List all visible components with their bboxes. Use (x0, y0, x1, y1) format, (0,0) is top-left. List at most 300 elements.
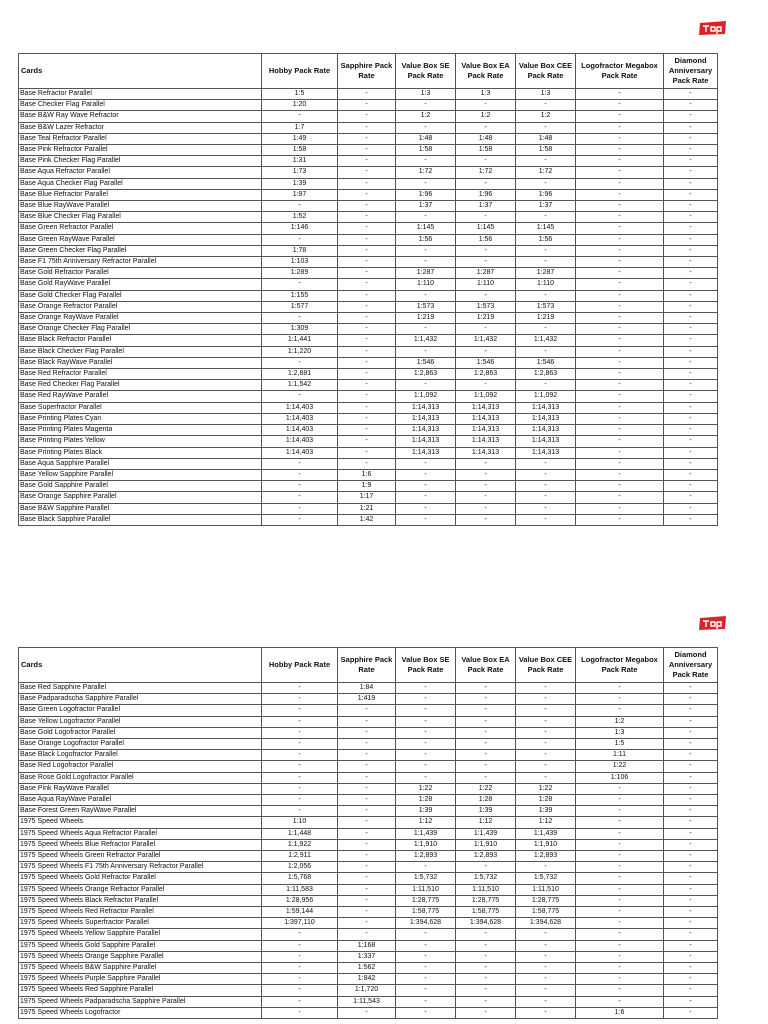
header-logofractor-megabox: Logofractor Megabox Pack Rate (576, 648, 664, 683)
table-row (19, 974, 718, 985)
pack-rate-cell: 1:155 (262, 290, 338, 301)
pack-rate-cell: 1:73 (262, 167, 338, 178)
card-name-cell: Base Refractor Parallel (19, 89, 262, 100)
pack-rate-cell: 1:110 (456, 279, 516, 290)
pack-rate-cell: 1:20 (262, 100, 338, 111)
pack-rate-cell: - (576, 503, 664, 514)
table-row (19, 996, 718, 1007)
pack-rate-cell: - (664, 469, 718, 480)
pack-rate-cell: 1:6 (576, 1007, 664, 1018)
card-name-cell: Base Black RayWave Parallel (19, 357, 262, 368)
pack-rate-cell: 1:842 (338, 974, 396, 985)
header-hobby: Hobby Pack Rate (262, 648, 338, 683)
pack-rate-cell: - (338, 458, 396, 469)
table-row (19, 268, 718, 279)
pack-rate-cell: - (262, 985, 338, 996)
table-row (19, 828, 718, 839)
pack-rate-cell: 1:14,313 (456, 402, 516, 413)
pack-rate-cell: - (456, 985, 516, 996)
pack-rate-cell: - (664, 313, 718, 324)
pack-rate-cell: - (576, 413, 664, 424)
pack-rate-cell: 1:14,403 (262, 413, 338, 424)
table-row (19, 963, 718, 974)
pack-rate-cell: - (576, 391, 664, 402)
pack-rate-cell: - (262, 279, 338, 290)
pack-rate-cell: - (396, 739, 456, 750)
pack-rate-cell: - (262, 234, 338, 245)
table-row (19, 716, 718, 727)
pack-rate-cell: - (262, 806, 338, 817)
pack-rate-cell: 1:12 (456, 817, 516, 828)
pack-rate-cell: 1:14,403 (262, 436, 338, 447)
pack-rate-cell: - (338, 727, 396, 738)
pack-rate-cell: 1:146 (262, 223, 338, 234)
pack-rate-cell: - (456, 122, 516, 133)
pack-rate-cell: - (576, 985, 664, 996)
pack-rate-cell: - (396, 257, 456, 268)
pack-rate-cell: 1:11,543 (338, 996, 396, 1007)
card-name-cell: Base Aqua RayWave Parallel (19, 795, 262, 806)
pack-rate-cell: - (338, 201, 396, 212)
pack-rate-cell: 1:72 (396, 167, 456, 178)
card-name-cell: Base F1 75th Anniversary Refractor Parallel (19, 257, 262, 268)
pack-rate-cell: 1:49 (262, 133, 338, 144)
pack-rate-cell: 1:28,775 (456, 895, 516, 906)
pack-rate-cell: - (338, 89, 396, 100)
pack-rate-cell: - (396, 290, 456, 301)
pack-rate-cell: - (338, 100, 396, 111)
pack-rate-cell: 1:96 (516, 189, 576, 200)
pack-rate-cell: - (338, 313, 396, 324)
card-name-cell: Base Red Checker Flag Parallel (19, 380, 262, 391)
pack-rate-cell: - (338, 145, 396, 156)
pack-rate-cell: 1:2 (576, 716, 664, 727)
card-name-cell: Base Yellow Logofractor Parallel (19, 716, 262, 727)
card-name-cell: Base Gold Refractor Parallel (19, 268, 262, 279)
pack-rate-cell: - (338, 783, 396, 794)
pack-rate-cell: - (338, 369, 396, 380)
pack-rate-cell: - (576, 806, 664, 817)
card-name-cell: 1975 Speed Wheels Yellow Sapphire Parallel (19, 929, 262, 940)
table-row (19, 425, 718, 436)
pack-rate-cell: - (456, 974, 516, 985)
pack-rate-cell: - (576, 268, 664, 279)
pack-rate-cell: 1:42 (338, 514, 396, 525)
card-name-cell: Base Blue Refractor Parallel (19, 189, 262, 200)
pack-rate-cell: - (664, 436, 718, 447)
pack-rate-cell: - (516, 739, 576, 750)
pack-rate-cell: - (516, 324, 576, 335)
pack-rate-cell: - (262, 492, 338, 503)
pack-rate-cell: - (664, 974, 718, 985)
pack-rate-cell: - (396, 974, 456, 985)
card-name-cell: 1975 Speed Wheels Blue Refractor Parallel (19, 839, 262, 850)
pack-rate-cell: - (576, 111, 664, 122)
pack-rate-cell: - (664, 806, 718, 817)
pack-rate-cell: - (262, 694, 338, 705)
pack-rate-cell: - (338, 234, 396, 245)
pack-rate-cell: - (396, 458, 456, 469)
pack-rate-cell: 1:31 (262, 156, 338, 167)
pack-rate-cell: 1:48 (396, 133, 456, 144)
card-name-cell: Base Pink RayWave Parallel (19, 783, 262, 794)
pack-rate-cell: 1:1,720 (338, 985, 396, 996)
card-name-cell: Base Orange Logofractor Parallel (19, 739, 262, 750)
pack-rate-cell: - (456, 346, 516, 357)
pack-rate-cell: - (262, 974, 338, 985)
pack-rate-cell: - (262, 469, 338, 480)
pack-rate-cell: - (456, 212, 516, 223)
pack-rate-cell: - (576, 851, 664, 862)
table-row (19, 313, 718, 324)
pack-rate-cell: - (576, 481, 664, 492)
table-row (19, 391, 718, 402)
pack-rate-cell: - (664, 89, 718, 100)
pack-rate-cell: - (516, 985, 576, 996)
pack-rate-cell: - (396, 245, 456, 256)
pack-rate-cell: - (338, 167, 396, 178)
pack-rate-cell: 1:2 (396, 111, 456, 122)
pack-rate-cell: 1:219 (516, 313, 576, 324)
pack-rate-cell: 1:37 (396, 201, 456, 212)
pack-rate-cell: 1:337 (338, 951, 396, 962)
pack-rate-cell: - (262, 391, 338, 402)
card-name-cell: 1975 Speed Wheels Superfractor Parallel (19, 918, 262, 929)
pack-rate-cell: - (576, 324, 664, 335)
pack-rate-cell: 1:2,863 (516, 369, 576, 380)
pack-rate-cell: - (576, 683, 664, 694)
table-row (19, 783, 718, 794)
card-name-cell: Base Green Logofractor Parallel (19, 705, 262, 716)
pack-rate-cell: - (664, 290, 718, 301)
pack-rate-cell: - (664, 369, 718, 380)
pack-rate-cell: 1:5,732 (516, 873, 576, 884)
pack-rate-cell: 1:394,628 (516, 918, 576, 929)
pack-rate-cell: - (396, 772, 456, 783)
header-cards: Cards (19, 648, 262, 683)
pack-rate-cell: 1:22 (456, 783, 516, 794)
pack-rate-cell: - (516, 862, 576, 873)
table-row (19, 402, 718, 413)
pack-rate-cell: - (664, 145, 718, 156)
pack-rate-cell: - (338, 806, 396, 817)
pack-rate-cell: - (516, 929, 576, 940)
pack-rate-cell: - (664, 111, 718, 122)
pack-rate-cell: - (262, 929, 338, 940)
table-row (19, 514, 718, 525)
pack-rate-cell: - (664, 727, 718, 738)
pack-rate-cell: - (576, 918, 664, 929)
pack-rate-cell: - (664, 683, 718, 694)
table-row (19, 772, 718, 783)
pack-rate-cell: - (516, 727, 576, 738)
pack-rate-cell: 1:2,893 (456, 851, 516, 862)
pack-rate-cell: 1:1,220 (262, 346, 338, 357)
pack-rate-cell: - (576, 234, 664, 245)
pack-rate-cell: - (516, 122, 576, 133)
pack-rate-cell: - (576, 862, 664, 873)
card-name-cell: Base Superfractor Parallel (19, 402, 262, 413)
card-name-cell: Base Orange Sapphire Parallel (19, 492, 262, 503)
pack-rate-cell: - (664, 481, 718, 492)
pack-rate-cell: - (516, 974, 576, 985)
pack-rate-cell: - (576, 156, 664, 167)
pack-rate-cell: - (262, 795, 338, 806)
pack-rate-cell: 1:14,313 (516, 436, 576, 447)
table-row (19, 884, 718, 895)
pack-rate-cell: - (262, 783, 338, 794)
table-row (19, 481, 718, 492)
pack-rate-cell: - (516, 996, 576, 1007)
table-row (19, 895, 718, 906)
pack-rate-cell: - (338, 772, 396, 783)
pack-rate-table-1 (18, 53, 718, 526)
pack-rate-cell: - (516, 257, 576, 268)
card-name-cell: Base Printing Plates Magenta (19, 425, 262, 436)
pack-rate-cell: - (664, 178, 718, 189)
pack-rate-cell: 1:2,863 (396, 369, 456, 380)
pack-rate-cell: - (664, 929, 718, 940)
pack-rate-cell: - (262, 313, 338, 324)
pack-rate-cell: 1:9 (338, 481, 396, 492)
pack-rate-cell: 1:17 (338, 492, 396, 503)
pack-rate-cell: - (456, 290, 516, 301)
pack-rate-cell: - (516, 750, 576, 761)
pack-rate-cell: - (338, 828, 396, 839)
pack-rate-cell: 1:22 (396, 783, 456, 794)
pack-rate-cell: - (456, 257, 516, 268)
header-cards: Cards (19, 54, 262, 89)
pack-rate-cell: - (576, 974, 664, 985)
pack-rate-cell: 1:577 (262, 301, 338, 312)
pack-rate-cell: 1:14,313 (456, 447, 516, 458)
pack-rate-cell: 1:14,313 (516, 402, 576, 413)
pack-rate-cell: 1:2 (456, 111, 516, 122)
pack-rate-cell: - (262, 1007, 338, 1018)
table-row (19, 212, 718, 223)
pack-rate-cell: - (576, 783, 664, 794)
pack-rate-cell: - (576, 795, 664, 806)
pack-rate-cell: - (338, 851, 396, 862)
table-row (19, 492, 718, 503)
pack-rate-cell: - (664, 772, 718, 783)
pack-rate-cell: 1:52 (262, 212, 338, 223)
header-value-box-ea: Value Box EA Pack Rate (456, 648, 516, 683)
pack-rate-cell: 1:1,092 (456, 391, 516, 402)
pack-rate-cell: - (338, 795, 396, 806)
pack-rate-cell: - (516, 761, 576, 772)
pack-rate-cell: - (396, 963, 456, 974)
pack-rate-cell: 1:546 (396, 357, 456, 368)
pack-rate-cell: 1:58 (262, 145, 338, 156)
table-row (19, 907, 718, 918)
pack-rate-cell: 1:2,893 (396, 851, 456, 862)
pack-rate-cell: - (664, 907, 718, 918)
pack-rate-cell: 1:419 (338, 694, 396, 705)
table-row (19, 503, 718, 514)
pack-rate-cell: - (396, 705, 456, 716)
pack-rate-cell: 1:11,510 (456, 884, 516, 895)
table-row (19, 839, 718, 850)
pack-rate-cell: - (456, 963, 516, 974)
table-row (19, 257, 718, 268)
table-row (19, 223, 718, 234)
table-row (19, 727, 718, 738)
card-name-cell: Base Orange RayWave Parallel (19, 313, 262, 324)
header-row (19, 54, 718, 89)
pack-rate-cell: - (456, 727, 516, 738)
pack-rate-cell: - (338, 301, 396, 312)
pack-rate-cell: - (338, 156, 396, 167)
pack-rate-cell: - (338, 380, 396, 391)
table-row (19, 189, 718, 200)
card-name-cell: Base Gold Logofractor Parallel (19, 727, 262, 738)
pack-rate-cell: 1:58,775 (456, 907, 516, 918)
pack-rate-cell: 1:3 (396, 89, 456, 100)
card-name-cell: Base Printing Plates Cyan (19, 413, 262, 424)
table-row (19, 335, 718, 346)
table-row (19, 985, 718, 996)
pack-rate-cell: - (664, 245, 718, 256)
pack-rate-cell: 1:1,439 (516, 828, 576, 839)
card-name-cell: 1975 Speed Wheels (19, 817, 262, 828)
pack-rate-cell: 1:58,775 (396, 907, 456, 918)
pack-rate-cell: - (338, 447, 396, 458)
pack-rate-cell: 1:573 (516, 301, 576, 312)
pack-rate-cell: - (664, 739, 718, 750)
table-row (19, 918, 718, 929)
topps-logo-icon (698, 20, 728, 36)
pack-rate-cell: 1:1,092 (396, 391, 456, 402)
pack-rate-cell: - (396, 492, 456, 503)
table-row (19, 739, 718, 750)
header-value-box-se: Value Box SE Pack Rate (396, 54, 456, 89)
pack-rate-cell: - (664, 817, 718, 828)
pack-rate-cell: - (576, 223, 664, 234)
pack-rate-cell: 1:1,448 (262, 828, 338, 839)
pack-rate-cell: 1:84 (338, 683, 396, 694)
pack-rate-cell: - (576, 817, 664, 828)
pack-rate-cell: - (576, 436, 664, 447)
pack-rate-cell: - (576, 951, 664, 962)
pack-rate-cell: - (338, 873, 396, 884)
pack-rate-cell: - (456, 469, 516, 480)
pack-rate-cell: - (338, 324, 396, 335)
pack-rate-cell: 1:1,092 (516, 391, 576, 402)
pack-rate-cell: - (262, 357, 338, 368)
pack-rate-cell: 1:3 (576, 727, 664, 738)
pack-rate-cell: - (262, 111, 338, 122)
pack-rate-cell: 1:14,313 (396, 413, 456, 424)
pack-rate-cell: 1:1,910 (396, 839, 456, 850)
pack-rate-cell: - (456, 324, 516, 335)
pack-rate-cell: - (576, 346, 664, 357)
table-row (19, 951, 718, 962)
card-name-cell: Base Aqua Checker Flag Parallel (19, 178, 262, 189)
table-row (19, 447, 718, 458)
pack-rate-cell: 1:39 (262, 178, 338, 189)
pack-rate-cell: - (456, 996, 516, 1007)
pack-rate-cell: 1:2,911 (262, 851, 338, 862)
pack-rate-cell: 1:28 (516, 795, 576, 806)
pack-rate-cell: - (338, 391, 396, 402)
pack-rate-cell: 1:546 (456, 357, 516, 368)
pack-rate-cell: - (516, 469, 576, 480)
pack-rate-cell: 1:3 (516, 89, 576, 100)
pack-rate-cell: - (664, 795, 718, 806)
pack-rate-cell: - (516, 346, 576, 357)
card-name-cell: Base Black Refractor Parallel (19, 335, 262, 346)
card-name-cell: Base Red Sapphire Parallel (19, 683, 262, 694)
pack-rate-cell: 1:145 (456, 223, 516, 234)
pack-rate-cell: - (664, 301, 718, 312)
table-row (19, 290, 718, 301)
pack-rate-cell: 1:11 (576, 750, 664, 761)
card-name-cell: Base B&W Ray Wave Refractor (19, 111, 262, 122)
pack-rate-cell: 1:72 (516, 167, 576, 178)
pack-rate-cell: - (664, 963, 718, 974)
pack-rate-cell: - (516, 514, 576, 525)
pack-rate-cell: - (664, 402, 718, 413)
pack-rate-cell: - (664, 873, 718, 884)
pack-rate-cell: - (338, 257, 396, 268)
pack-rate-cell: - (338, 929, 396, 940)
pack-rate-cell: - (516, 492, 576, 503)
card-name-cell: Base Green RayWave Parallel (19, 234, 262, 245)
pack-rate-cell: - (664, 918, 718, 929)
card-name-cell: 1975 Speed Wheels Green Refractor Parallel (19, 851, 262, 862)
pack-rate-cell: - (576, 694, 664, 705)
pack-rate-cell: - (516, 940, 576, 951)
pack-rate-cell: - (664, 324, 718, 335)
pack-rate-cell: - (338, 122, 396, 133)
pack-rate-cell: 1:58 (456, 145, 516, 156)
pack-rate-cell: 1:21 (338, 503, 396, 514)
pack-rate-cell: - (576, 907, 664, 918)
pack-rate-cell: - (664, 268, 718, 279)
pack-rate-cell: 1:12 (516, 817, 576, 828)
card-name-cell: Base B&W Sapphire Parallel (19, 503, 262, 514)
pack-rate-cell: 1:2,056 (262, 862, 338, 873)
pack-rate-cell: - (338, 739, 396, 750)
table-row (19, 873, 718, 884)
pack-rate-cell: - (516, 705, 576, 716)
table-row (19, 89, 718, 100)
pack-rate-cell: 1:39 (396, 806, 456, 817)
pack-rate-cell: - (396, 324, 456, 335)
pack-rate-cell: - (576, 828, 664, 839)
pack-rate-cell: - (456, 862, 516, 873)
table-row (19, 929, 718, 940)
pack-rate-cell: - (576, 290, 664, 301)
pack-rate-cell: - (338, 413, 396, 424)
pack-rate-cell: - (516, 458, 576, 469)
table-row (19, 324, 718, 335)
pack-rate-cell: - (664, 851, 718, 862)
pack-rate-cell: 1:58,775 (516, 907, 576, 918)
pack-rate-cell: - (338, 839, 396, 850)
pack-rate-cell: - (456, 100, 516, 111)
table-row (19, 795, 718, 806)
pack-rate-cell: - (664, 201, 718, 212)
pack-rate-cell: - (664, 828, 718, 839)
card-name-cell: Base Orange Checker Flag Parallel (19, 324, 262, 335)
pack-rate-cell: 1:37 (456, 201, 516, 212)
pack-rate-cell: 1:1,910 (516, 839, 576, 850)
card-name-cell: 1975 Speed Wheels F1 75th Anniversary Refractor Parallel (19, 862, 262, 873)
pack-rate-cell: - (338, 425, 396, 436)
pack-rate-cell: - (396, 694, 456, 705)
